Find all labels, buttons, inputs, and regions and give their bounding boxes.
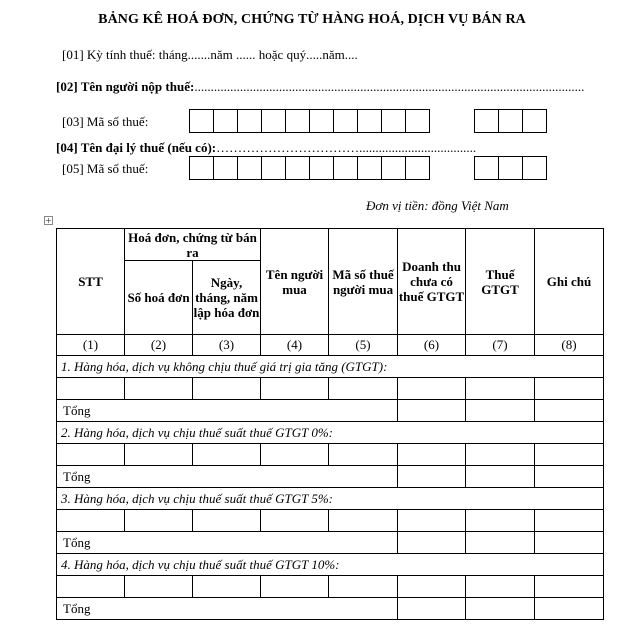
column-number: (5) bbox=[329, 335, 398, 356]
table-cell[interactable] bbox=[535, 510, 604, 532]
taxcode-digit-box[interactable] bbox=[357, 109, 382, 133]
table-cell[interactable] bbox=[193, 510, 261, 532]
table-cell[interactable] bbox=[125, 576, 193, 598]
page-title: BẢNG KÊ HOÁ ĐƠN, CHỨNG TỪ HÀNG HOÁ, DỊCH VỤ BÁN RA bbox=[98, 12, 526, 27]
taxcode-digit-box[interactable] bbox=[381, 109, 406, 133]
table-cell[interactable] bbox=[466, 378, 535, 400]
total-revenue-cell[interactable] bbox=[398, 532, 466, 554]
total-note-cell[interactable] bbox=[535, 400, 604, 422]
taxcode-digit-box[interactable] bbox=[309, 109, 334, 133]
taxpayer-line bbox=[56, 79, 584, 95]
table-cell[interactable] bbox=[466, 576, 535, 598]
agent-taxcode-digit-box[interactable] bbox=[357, 156, 382, 180]
section-label: 2. Hàng hóa, dịch vụ chịu thuế suất thuế GTGT 0%: bbox=[57, 422, 604, 444]
taxcode-line bbox=[62, 114, 148, 130]
header-invoice-group: Hoá đơn, chứng từ bán ra bbox=[125, 229, 261, 261]
agent-label: Tên đại lý thuế (nếu có): bbox=[80, 140, 217, 155]
table-cell[interactable] bbox=[329, 576, 398, 598]
taxcode-branch-box[interactable] bbox=[474, 109, 499, 133]
taxcode-boxes-main bbox=[189, 109, 430, 133]
taxpayer-name-field[interactable]: ........................................................................................................................ bbox=[194, 79, 585, 94]
agent-code: [04] bbox=[56, 140, 78, 155]
total-note-cell[interactable] bbox=[535, 466, 604, 488]
total-revenue-cell[interactable] bbox=[398, 598, 466, 620]
table-cell[interactable] bbox=[193, 378, 261, 400]
agent-taxcode-digit-box[interactable] bbox=[405, 156, 430, 180]
column-number: (8) bbox=[535, 335, 604, 356]
table-cell[interactable] bbox=[329, 510, 398, 532]
table-cell[interactable] bbox=[125, 378, 193, 400]
table-cell[interactable] bbox=[57, 378, 125, 400]
taxpayer-code: [02] bbox=[56, 79, 78, 94]
column-number: (2) bbox=[125, 335, 193, 356]
table-cell[interactable] bbox=[57, 444, 125, 466]
table-cell[interactable] bbox=[261, 378, 329, 400]
taxpayer-label: Tên người nộp thuế: bbox=[80, 79, 195, 94]
table-cell[interactable] bbox=[398, 444, 466, 466]
agent-taxcode-digit-box[interactable] bbox=[333, 156, 358, 180]
taxcode-branch-box[interactable] bbox=[498, 109, 523, 133]
header-invoice-no: Số hoá đơn bbox=[125, 261, 193, 335]
column-number: (1) bbox=[57, 335, 125, 356]
taxcode-digit-box[interactable] bbox=[237, 109, 262, 133]
taxcode-digit-box[interactable] bbox=[333, 109, 358, 133]
agent-taxcode-branch-box[interactable] bbox=[522, 156, 547, 180]
taxcode-boxes-branch bbox=[474, 109, 547, 133]
column-number: (6) bbox=[398, 335, 466, 356]
column-number: (3) bbox=[193, 335, 261, 356]
total-vat-cell[interactable] bbox=[466, 466, 535, 488]
taxcode-digit-box[interactable] bbox=[285, 109, 310, 133]
section-total-label: Tổng bbox=[57, 400, 398, 422]
table-row bbox=[57, 510, 604, 532]
agent-taxcode-digit-box[interactable] bbox=[237, 156, 262, 180]
agent-taxcode-boxes-main bbox=[189, 156, 430, 180]
agent-taxcode-code: [05] bbox=[62, 161, 84, 176]
total-vat-cell[interactable] bbox=[466, 598, 535, 620]
table-cell[interactable] bbox=[193, 576, 261, 598]
table-cell[interactable] bbox=[466, 444, 535, 466]
taxcode-digit-box[interactable] bbox=[405, 109, 430, 133]
table-cell[interactable] bbox=[261, 444, 329, 466]
taxcode-digit-box[interactable] bbox=[189, 109, 214, 133]
total-revenue-cell[interactable] bbox=[398, 400, 466, 422]
taxcode-label: Mã số thuế: bbox=[86, 114, 149, 129]
header-revenue: Doanh thu chưa có thuế GTGT bbox=[398, 229, 466, 335]
total-vat-cell[interactable] bbox=[466, 532, 535, 554]
table-cell[interactable] bbox=[466, 510, 535, 532]
table-row bbox=[57, 444, 604, 466]
tax-period-code: [01] bbox=[62, 47, 84, 62]
section-label: 1. Hàng hóa, dịch vụ không chịu thuế giá trị gia tăng (GTGT): bbox=[57, 356, 604, 378]
table-cell[interactable] bbox=[535, 444, 604, 466]
agent-taxcode-branch-box[interactable] bbox=[498, 156, 523, 180]
table-cell[interactable] bbox=[193, 444, 261, 466]
section-label: 3. Hàng hóa, dịch vụ chịu thuế suất thuế GTGT 5%: bbox=[57, 488, 604, 510]
total-vat-cell[interactable] bbox=[466, 400, 535, 422]
header-buyer-tax: Mã số thuế người mua bbox=[329, 229, 398, 335]
agent-line bbox=[56, 140, 476, 156]
column-number: (4) bbox=[261, 335, 329, 356]
agent-taxcode-label: Mã số thuế: bbox=[86, 161, 149, 176]
table-cell[interactable] bbox=[398, 576, 466, 598]
table-cell[interactable] bbox=[398, 510, 466, 532]
tax-period-line bbox=[62, 47, 358, 63]
agent-taxcode-branch-box[interactable] bbox=[474, 156, 499, 180]
agent-name-field[interactable]: …………………………….................................... bbox=[216, 140, 477, 155]
agent-taxcode-digit-box[interactable] bbox=[189, 156, 214, 180]
taxcode-digit-box[interactable] bbox=[261, 109, 286, 133]
invoice-table bbox=[56, 228, 604, 620]
header-vat: Thuế GTGT bbox=[466, 229, 535, 335]
header-invoice-date: Ngày, tháng, năm lập hóa đơn bbox=[193, 261, 261, 335]
agent-taxcode-line bbox=[62, 161, 148, 177]
table-cell[interactable] bbox=[535, 378, 604, 400]
table-cell[interactable] bbox=[398, 378, 466, 400]
table-cell[interactable] bbox=[57, 576, 125, 598]
agent-taxcode-digit-box[interactable] bbox=[261, 156, 286, 180]
header-note: Ghi chú bbox=[535, 229, 604, 335]
header-buyer-name: Tên người mua bbox=[261, 229, 329, 335]
table-cell[interactable] bbox=[125, 510, 193, 532]
table-cell[interactable] bbox=[125, 444, 193, 466]
header-stt: STT bbox=[57, 229, 125, 335]
tax-period-text: Kỳ tính thuế: tháng.......năm ...... hoặc quý.....năm.... bbox=[86, 47, 358, 62]
taxcode-branch-box[interactable] bbox=[522, 109, 547, 133]
agent-taxcode-digit-box[interactable] bbox=[309, 156, 334, 180]
table-row bbox=[57, 576, 604, 598]
taxcode-code: [03] bbox=[62, 114, 84, 129]
section-total-label: Tổng bbox=[57, 532, 398, 554]
table-cell[interactable] bbox=[57, 510, 125, 532]
move-handle-icon[interactable]: + bbox=[45, 216, 52, 225]
agent-taxcode-boxes-branch bbox=[474, 156, 547, 180]
total-revenue-cell[interactable] bbox=[398, 466, 466, 488]
agent-taxcode-digit-box[interactable] bbox=[285, 156, 310, 180]
agent-taxcode-digit-box[interactable] bbox=[213, 156, 238, 180]
taxcode-digit-box[interactable] bbox=[213, 109, 238, 133]
section-total-label: Tổng bbox=[57, 598, 398, 620]
table-cell[interactable] bbox=[261, 510, 329, 532]
table-cell[interactable] bbox=[535, 576, 604, 598]
section-total-label: Tổng bbox=[57, 466, 398, 488]
table-cell[interactable] bbox=[261, 576, 329, 598]
total-note-cell[interactable] bbox=[535, 532, 604, 554]
section-label: 4. Hàng hóa, dịch vụ chịu thuế suất thuế GTGT 10%: bbox=[57, 554, 604, 576]
table-row bbox=[57, 378, 604, 400]
column-number: (7) bbox=[466, 335, 535, 356]
table-cell[interactable] bbox=[329, 378, 398, 400]
currency-unit: Đơn vị tiền: đồng Việt Nam bbox=[366, 198, 509, 213]
table-cell[interactable] bbox=[329, 444, 398, 466]
agent-taxcode-digit-box[interactable] bbox=[381, 156, 406, 180]
total-note-cell[interactable] bbox=[535, 598, 604, 620]
